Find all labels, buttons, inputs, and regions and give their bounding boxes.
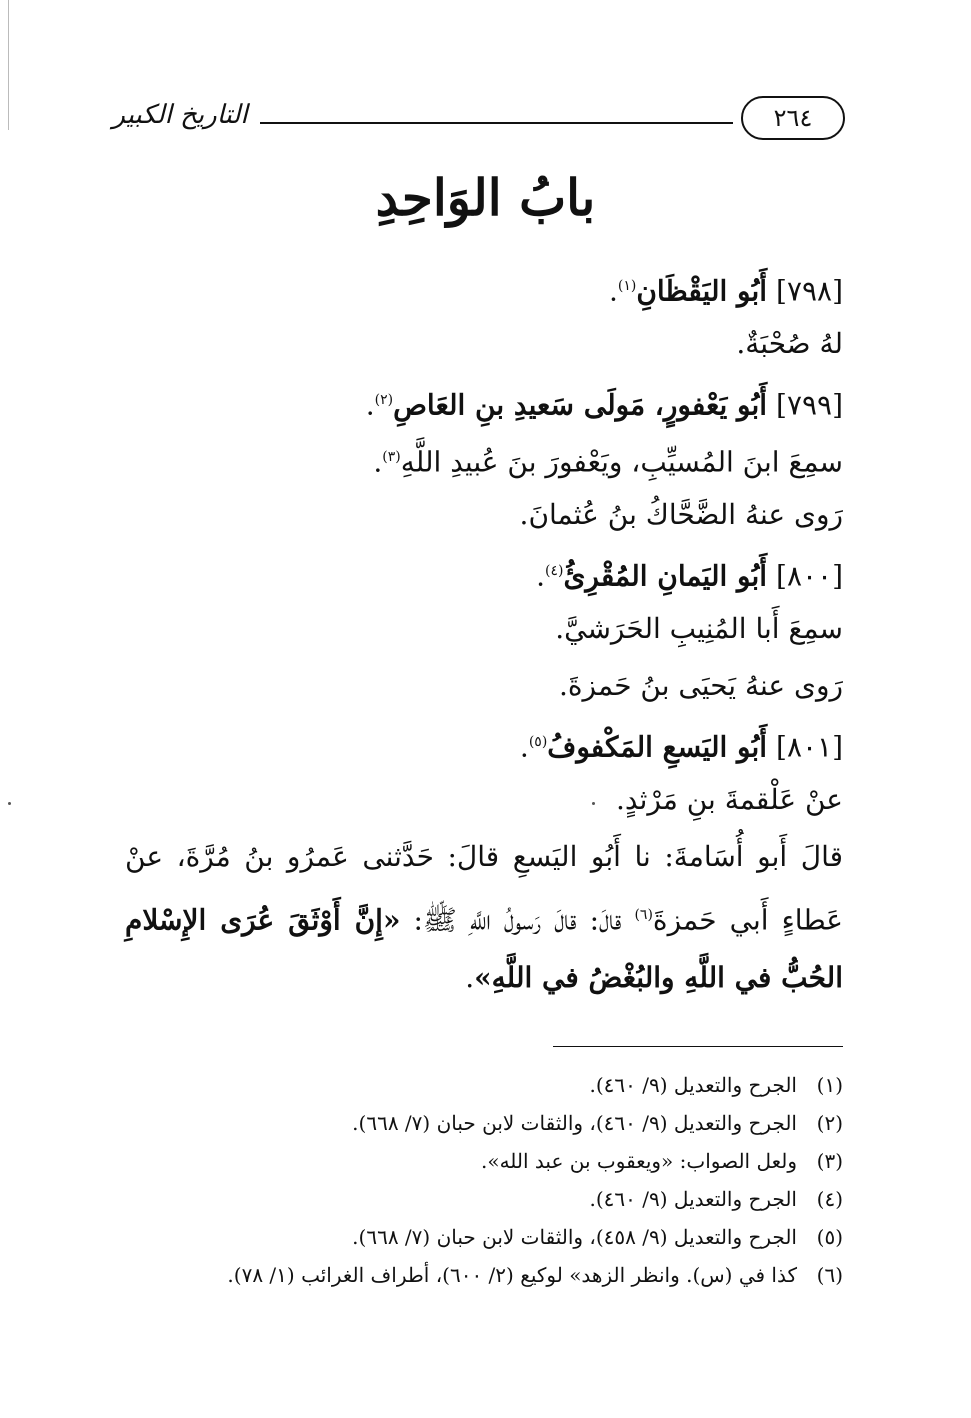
entry-name: أَبُو اليَسعِ المَكْفوفُ xyxy=(547,730,768,764)
scan-edge-line xyxy=(8,0,9,130)
footnote xyxy=(125,1066,843,1104)
footnote xyxy=(125,1142,843,1180)
running-title: التاريخ الكبير xyxy=(112,100,248,130)
footnote-number: (٢) xyxy=(816,1111,843,1135)
footnote-ref: (٦) xyxy=(634,907,653,923)
entry-line xyxy=(125,543,843,600)
entry-number: [٧٩٨] xyxy=(776,274,843,308)
footnote-number: (٣) xyxy=(816,1149,843,1173)
footnote-ref: (٣) xyxy=(382,449,401,465)
page-header xyxy=(110,96,845,146)
text-line xyxy=(125,600,843,657)
scan-speck xyxy=(8,802,11,805)
entry-number: [٨٠٠] xyxy=(776,559,843,593)
line-text: لهُ صُحْبَةٌ. xyxy=(736,327,843,360)
footnote-ref: (١) xyxy=(617,278,637,294)
line-end: . xyxy=(373,445,383,479)
footnote xyxy=(125,1104,843,1142)
footnote-text: الجرح والتعديل (٩/ ٤٦٠)، والثقات لابن حبان (٧/ ٦٦٨). xyxy=(352,1111,797,1135)
entry-line xyxy=(125,258,843,315)
line-text: رَوى عنهُ يَحيَى بنُ حَمزةَ. xyxy=(558,669,843,702)
text-line xyxy=(125,429,843,486)
entry-number: [٧٩٩] xyxy=(776,388,843,422)
paragraph-text: قالَ أَبو أُسَامةَ: نا أَبُو اليَسعِ قالَ: حَدَّثنى عَمرُو بنُ مُرَّةَ، عنْ عَطاءٍ أَبي حَمزةَ xyxy=(125,840,844,937)
page-number: ٢٦٤ xyxy=(741,96,845,140)
entry-end: . xyxy=(519,730,529,764)
main-text xyxy=(125,258,843,1007)
footnote-number: (٤) xyxy=(816,1187,843,1211)
text-line xyxy=(125,771,843,828)
paragraph-end: . xyxy=(465,961,475,995)
footnote-ref: (٤) xyxy=(545,563,564,579)
entry-number: [٨٠١] xyxy=(776,730,843,764)
text-line xyxy=(125,315,843,372)
scan-speck xyxy=(592,802,595,805)
text-line xyxy=(125,657,843,714)
entry-end: . xyxy=(608,274,618,308)
line-text: رَوى عنهُ الضَّحَّاكُ بنُ عُثمانَ. xyxy=(519,498,843,531)
footnote xyxy=(125,1218,843,1256)
hadith-quote: «إِنَّ أَوْثَقَ عُرَى الإِسْلامِ الحُبُّ في اللَّهِ والبُغْضُ في اللَّهِ» xyxy=(125,903,843,995)
footnote-text: ولعل الصواب: «ويعقوب بن عبد الله». xyxy=(480,1149,797,1173)
footnote xyxy=(125,1256,843,1294)
entry-line xyxy=(125,372,843,429)
footnote-text: كذا في (س). وانظر الزهد» لوكيع (٢/ ٦٠٠)، أطراف الغرائب (١/ ٧٨). xyxy=(227,1263,797,1287)
footnote-number: (٥) xyxy=(816,1225,843,1249)
footnote-number: (٦) xyxy=(816,1263,843,1287)
footnote-text: الجرح والتعديل (٩/ ٤٥٨)، والثقات لابن حبان (٧/ ٦٦٨). xyxy=(352,1225,797,1249)
footnote-rule xyxy=(553,1046,843,1047)
footnote-ref: (٢) xyxy=(374,392,394,408)
footnote-number: (١) xyxy=(816,1073,843,1097)
footnotes xyxy=(125,1066,843,1294)
paragraph-text-cont: قالَ: قالَ رَسولُ اللَّهِ ﷺ: xyxy=(400,903,635,937)
entry-name: أَبُو اليَقْظَانِ xyxy=(636,274,768,308)
entry-name: أَبُو يَعْفورٍ، مَولَى سَعيدِ بنِ العَاصِ xyxy=(393,388,768,422)
line-text: سمِعَ ابنَ المُسيِّبِ، ويَعْفورَ بنَ عُبيدِ اللَّهِ xyxy=(400,445,843,479)
footnote-text: الجرح والتعديل (٩/ ٤٦٠). xyxy=(589,1187,797,1211)
entry-line xyxy=(125,714,843,771)
entry-end: . xyxy=(365,388,375,422)
entry-name: أَبُو اليَمانِ المُقْرِئُ xyxy=(563,559,768,593)
header-rule xyxy=(260,122,733,124)
footnote-ref: (٥) xyxy=(528,734,548,750)
entry-end: . xyxy=(536,559,546,593)
text-line xyxy=(125,486,843,543)
chapter-title: بابُ الوَاحِدِ xyxy=(375,168,596,227)
hadith-paragraph xyxy=(125,828,843,1007)
footnote xyxy=(125,1180,843,1218)
line-text: سمِعَ أَبا المُنِيبِ الحَرَشيَّ. xyxy=(555,612,843,645)
footnote-text: الجرح والتعديل (٩/ ٤٦٠). xyxy=(589,1073,797,1097)
line-text: عنْ عَلْقمةَ بنِ مَرْثدٍ. xyxy=(615,783,843,816)
